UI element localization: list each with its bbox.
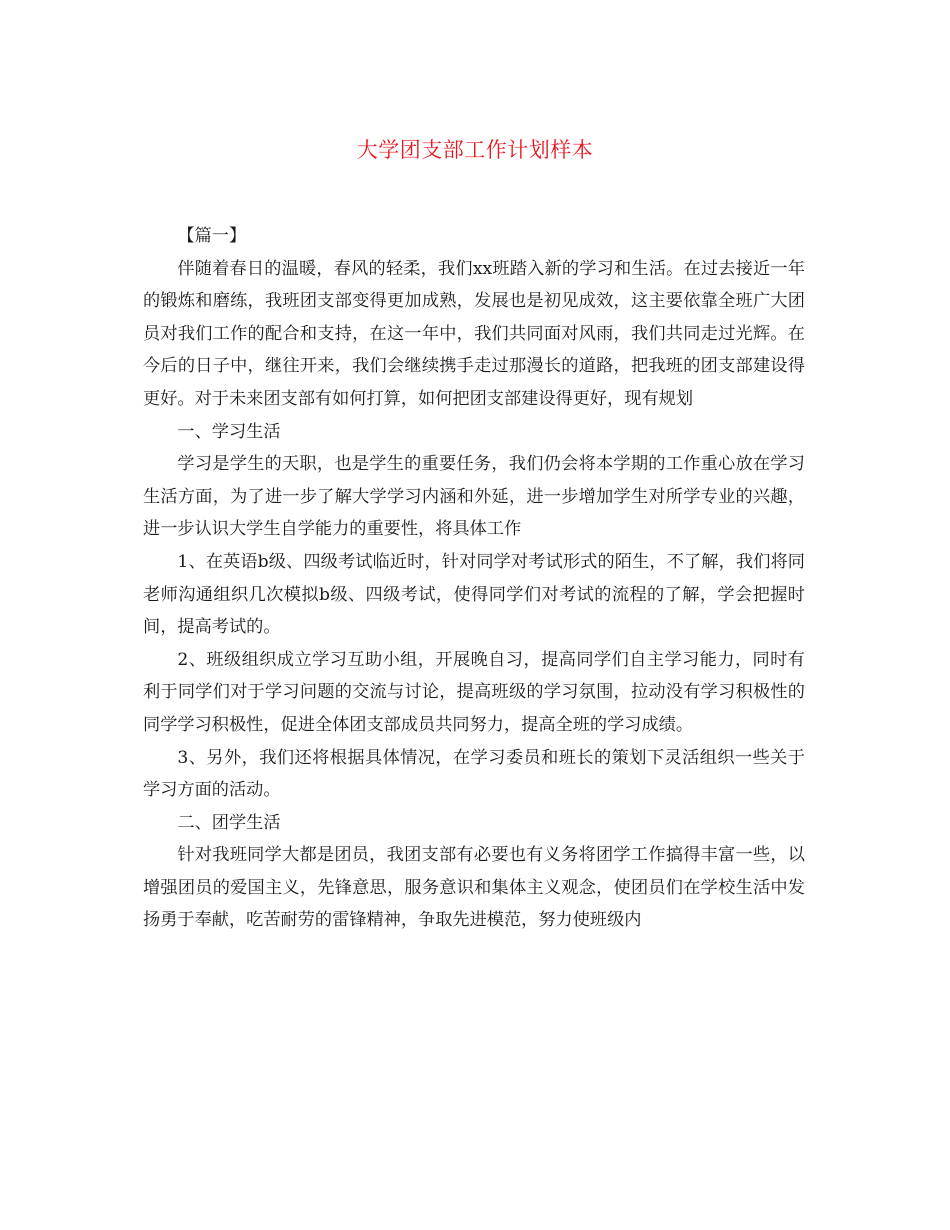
section-heading: 一、学习生活 (177, 421, 281, 442)
section-label: 【篇一】 (177, 226, 247, 246)
document-body (143, 220, 805, 937)
paragraph: 学习是学生的天职，也是学生的重要任务，我们仍会将本学期的工作重心放在学习生活方面，为了进一步了解大学学习内涵和外延，进一步增加学生对所学专业的兴趣，进一步认识大学生自学能力的重要性，将具体工作 (143, 454, 805, 540)
paragraph: 针对我班同学大都是团员，我团支部有必要也有义务将团学工作搞得丰富一些，以增强团员的爱国主义，先锋意思，服务意识和集体主义观念，使团员们在学校生活中发扬勇于奉献，吃苦耐劳的雷锋精神，争取先进模范，努力使班级内 (143, 845, 805, 931)
document-title: 大学团支部工作计划样本 (356, 138, 594, 162)
list-item: 2、班级组织成立学习互助小组，开展晚自习，提高同学们自主学习能力，同时有利于同学们对于学习问题的交流与讨论，提高班级的学习氛围，拉动没有学习积极性的同学学习积极性，促进全体团支部成员共同努力，提高全班的学习成绩。 (143, 649, 805, 735)
section-heading: 二、团学生活 (177, 812, 281, 833)
paragraph: 伴随着春日的温暖，春风的轻柔，我们xx班踏入新的学习和生活。在过去接近一年的锻炼和磨练，我班团支部变得更加成熟，发展也是初见成效，这主要依靠全班广大团员对我们工作的配合和支持，在这一年中，我们共同面对风雨，我们共同走过光辉。在今后的日子中，继往开来，我们会继续携手走过那漫长的道路，把我班的团支部建设得更好。对于未来团支部有如何打算，如何把团支部建设得更好，现有规划 (143, 258, 805, 409)
list-item: 1、在英语b级、四级考试临近时，针对同学对考试形式的陌生，不了解，我们将同老师沟通组织几次模拟b级、四级考试，使得同学们对考试的流程的了解，学会把握时间，提高考试的。 (143, 551, 805, 638)
list-item: 3、另外，我们还将根据具体情况，在学习委员和班长的策划下灵活组织一些关于学习方面的活动。 (143, 747, 805, 801)
